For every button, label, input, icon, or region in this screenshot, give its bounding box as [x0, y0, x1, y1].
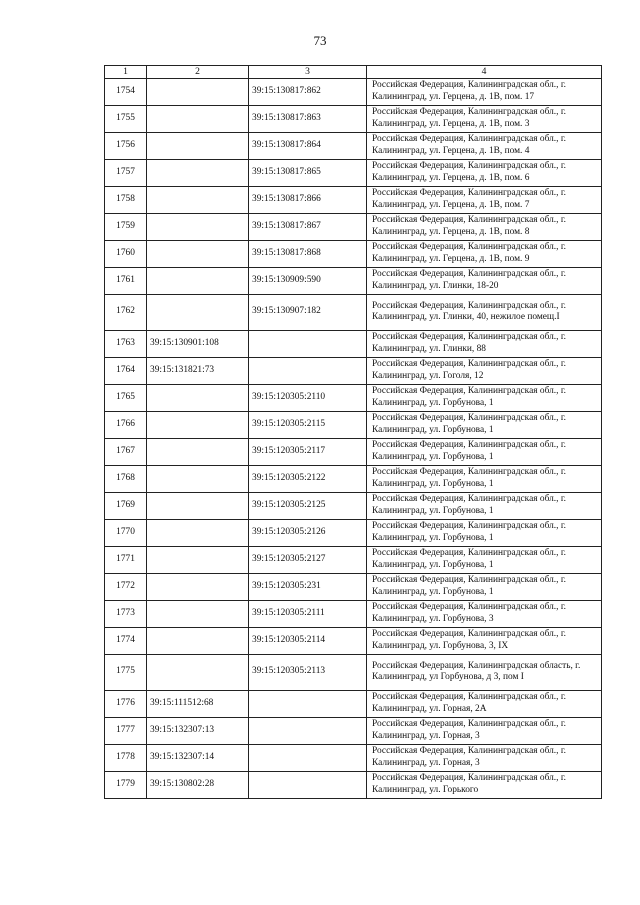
cadastral-object-cell: 39:15:120305:2115 [249, 411, 367, 438]
cadastral-object-cell [249, 690, 367, 717]
address-cell: Российская Федерация, Калининградская обл., г. Калининград, ул. Горная, 3 [367, 744, 602, 771]
row-number-cell: 1757 [105, 159, 147, 186]
row-number-cell: 1771 [105, 546, 147, 573]
address-cell: Российская Федерация, Калининградская обл., г. Калининград, ул. Герцена, д. 1В, пом. 4 [367, 132, 602, 159]
row-number-cell: 1755 [105, 105, 147, 132]
address-cell: Российская Федерация, Калининградская обл., г. Калининград, ул. Горбунова, 1 [367, 384, 602, 411]
address-cell: Российская Федерация, Калининградская обл., г. Калининград, ул. Герцена, д. 1В, пом. 8 [367, 213, 602, 240]
cadastral-land-cell [147, 213, 249, 240]
cadastral-land-cell: 39:15:132307:13 [147, 717, 249, 744]
cadastral-object-cell [249, 744, 367, 771]
address-cell: Российская Федерация, Калининградская обл., г. Калининград, ул. Горная, 3 [367, 717, 602, 744]
cadastral-object-cell: 39:15:120305:2117 [249, 438, 367, 465]
row-number-cell: 1778 [105, 744, 147, 771]
row-number-cell: 1779 [105, 771, 147, 798]
table-row [105, 519, 602, 546]
address-cell: Российская Федерация, Калининградская обл., г. Калининград, ул. Герцена, д. 1В, пом. 7 [367, 186, 602, 213]
cadastral-object-cell [249, 357, 367, 384]
column-header-1: 1 [105, 66, 147, 79]
table-row [105, 330, 602, 357]
cadastral-land-cell: 39:15:130802:28 [147, 771, 249, 798]
row-number-cell: 1758 [105, 186, 147, 213]
row-number-cell: 1761 [105, 267, 147, 294]
address-cell: Российская Федерация, Калининградская обл., г. Калининград, ул. Герцена, д. 1В, пом. 3 [367, 105, 602, 132]
row-number-cell: 1766 [105, 411, 147, 438]
cadastral-land-cell: 39:15:111512:68 [147, 690, 249, 717]
cadastral-land-cell [147, 384, 249, 411]
table-row [105, 654, 602, 690]
row-number-cell: 1759 [105, 213, 147, 240]
cadastral-object-cell [249, 717, 367, 744]
cadastral-land-cell [147, 546, 249, 573]
table-row [105, 690, 602, 717]
row-number-cell: 1772 [105, 573, 147, 600]
cadastral-object-cell: 39:15:130817:867 [249, 213, 367, 240]
table-row [105, 78, 602, 105]
cadastral-object-cell: 39:15:120305:2114 [249, 627, 367, 654]
cadastral-land-cell [147, 159, 249, 186]
address-cell: Российская Федерация, Калининградская обл., г. Калининград, ул. Горбунова, 3, IX [367, 627, 602, 654]
column-header-3: 3 [249, 66, 367, 79]
column-header-2: 2 [147, 66, 249, 79]
page-number: 73 [313, 33, 327, 48]
address-cell: Российская Федерация, Калининградская обл., г. Калининград, ул. Герцена, д. 1В, пом. 9 [367, 240, 602, 267]
cadastral-object-cell: 39:15:120305:231 [249, 573, 367, 600]
cadastral-land-cell [147, 294, 249, 330]
cadastral-object-cell: 39:15:130817:863 [249, 105, 367, 132]
table-row [105, 384, 602, 411]
table-row [105, 627, 602, 654]
address-cell: Российская Федерация, Калининградская обл., г. Калининград, ул. Гоголя, 12 [367, 357, 602, 384]
table-row [105, 438, 602, 465]
cadastral-land-cell [147, 600, 249, 627]
row-number-cell: 1760 [105, 240, 147, 267]
cadastral-object-cell [249, 771, 367, 798]
row-number-cell: 1756 [105, 132, 147, 159]
cadastral-object-cell: 39:15:120305:2127 [249, 546, 367, 573]
cadastral-object-cell: 39:15:120305:2126 [249, 519, 367, 546]
address-cell: Российская Федерация, Калининградская область, г. Калининград, ул Горбунова, д 3, пом I [367, 654, 602, 690]
cadastral-land-cell [147, 573, 249, 600]
cadastral-object-cell [249, 330, 367, 357]
cadastral-land-cell [147, 438, 249, 465]
table-row [105, 267, 602, 294]
cadastral-object-cell: 39:15:130907:182 [249, 294, 367, 330]
cadastral-object-cell: 39:15:120305:2122 [249, 465, 367, 492]
address-cell: Российская Федерация, Калининградская обл., г. Калининград, ул. Горбунова, 1 [367, 438, 602, 465]
cadastral-land-cell [147, 654, 249, 690]
row-number-cell: 1768 [105, 465, 147, 492]
cadastral-land-cell [147, 267, 249, 294]
table-body [105, 78, 602, 798]
row-number-cell: 1770 [105, 519, 147, 546]
row-number-cell: 1776 [105, 690, 147, 717]
table-row [105, 357, 602, 384]
table-row [105, 159, 602, 186]
cadastral-land-cell [147, 78, 249, 105]
address-cell: Российская Федерация, Калининградская обл., г. Калининград, ул. Горная, 2А [367, 690, 602, 717]
address-cell: Российская Федерация, Калининградская обл., г. Калининград, ул. Горького [367, 771, 602, 798]
cadastral-land-cell [147, 519, 249, 546]
cadastral-land-cell: 39:15:130901:108 [147, 330, 249, 357]
cadastral-object-cell: 39:15:120305:2110 [249, 384, 367, 411]
row-number-cell: 1764 [105, 357, 147, 384]
table-row [105, 132, 602, 159]
cadastral-object-cell: 39:15:120305:2113 [249, 654, 367, 690]
cadastral-object-cell: 39:15:130817:866 [249, 186, 367, 213]
table-row [105, 465, 602, 492]
address-cell: Российская Федерация, Калининградская обл., г. Калининград, ул. Горбунова, 1 [367, 492, 602, 519]
table-row [105, 546, 602, 573]
table-header-row [105, 66, 602, 79]
address-cell: Российская Федерация, Калининградская обл., г. Калининград, ул. Горбунова, 1 [367, 519, 602, 546]
table-row [105, 105, 602, 132]
address-cell: Российская Федерация, Калининградская обл., г. Калининград, ул. Горбунова, 3 [367, 600, 602, 627]
cadastral-object-cell: 39:15:130817:868 [249, 240, 367, 267]
table-row [105, 771, 602, 798]
row-number-cell: 1774 [105, 627, 147, 654]
cadastral-land-cell [147, 627, 249, 654]
table-row [105, 492, 602, 519]
address-cell: Российская Федерация, Калининградская обл., г. Калининград, ул. Горбунова, 1 [367, 411, 602, 438]
cadastral-land-cell [147, 411, 249, 438]
cadastral-land-cell [147, 240, 249, 267]
cadastral-land-cell [147, 465, 249, 492]
cadastral-object-cell: 39:15:130909:590 [249, 267, 367, 294]
cadastral-object-cell: 39:15:130817:864 [249, 132, 367, 159]
cadastral-land-cell: 39:15:132307:14 [147, 744, 249, 771]
cadastral-land-cell [147, 492, 249, 519]
cadastral-land-cell: 39:15:131821:73 [147, 357, 249, 384]
cadastral-object-cell: 39:15:130817:865 [249, 159, 367, 186]
table-row [105, 213, 602, 240]
address-cell: Российская Федерация, Калининградская обл., г. Калининград, ул. Горбунова, 1 [367, 573, 602, 600]
address-cell: Российская Федерация, Калининградская обл., г. Калининград, ул. Горбунова, 1 [367, 465, 602, 492]
cadastral-object-cell: 39:15:120305:2111 [249, 600, 367, 627]
table-row [105, 573, 602, 600]
address-cell: Российская Федерация, Калининградская обл., г. Калининград, ул. Глинки, 40, нежилое помещ.I [367, 294, 602, 330]
address-cell: Российская Федерация, Калининградская обл., г. Калининград, ул. Герцена, д. 1В, пом. 6 [367, 159, 602, 186]
cadastral-object-cell: 39:15:120305:2125 [249, 492, 367, 519]
row-number-cell: 1769 [105, 492, 147, 519]
table-row [105, 411, 602, 438]
table-row [105, 186, 602, 213]
address-cell: Российская Федерация, Калининградская обл., г. Калининград, ул. Герцена, д. 1В, пом. 17 [367, 78, 602, 105]
table-row [105, 294, 602, 330]
address-cell: Российская Федерация, Калининградская обл., г. Калининград, ул. Горбунова, 1 [367, 546, 602, 573]
row-number-cell: 1754 [105, 78, 147, 105]
table-row [105, 240, 602, 267]
row-number-cell: 1767 [105, 438, 147, 465]
table-row [105, 717, 602, 744]
row-number-cell: 1775 [105, 654, 147, 690]
column-header-4: 4 [367, 66, 602, 79]
table-row [105, 600, 602, 627]
row-number-cell: 1763 [105, 330, 147, 357]
address-cell: Российская Федерация, Калининградская обл., г. Калининград, ул. Глинки, 18-20 [367, 267, 602, 294]
cadastral-land-cell [147, 186, 249, 213]
row-number-cell: 1773 [105, 600, 147, 627]
row-number-cell: 1777 [105, 717, 147, 744]
cadastral-land-cell [147, 132, 249, 159]
cadastral-object-cell: 39:15:130817:862 [249, 78, 367, 105]
registry-table [104, 65, 602, 799]
address-cell: Российская Федерация, Калининградская обл., г. Калининград, ул. Глинки, 88 [367, 330, 602, 357]
cadastral-land-cell [147, 105, 249, 132]
row-number-cell: 1762 [105, 294, 147, 330]
row-number-cell: 1765 [105, 384, 147, 411]
table-row [105, 744, 602, 771]
